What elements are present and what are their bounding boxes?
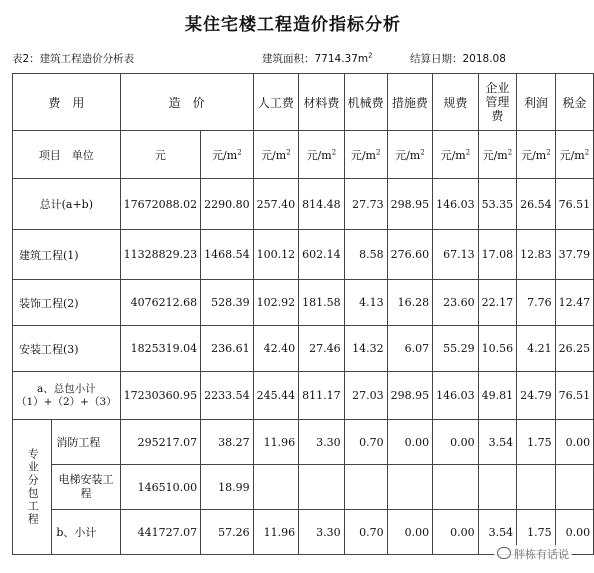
row-label: 安装工程(3) [13,326,121,372]
settlement-date: 结算日期：2018.08 [410,53,506,65]
cell-mgmt: 3.54 [478,420,517,465]
cell-tax: 0.00 [555,420,594,465]
cell-total: 17230360.95 [120,372,200,420]
cell-material: 3.30 [299,510,345,555]
header-material: 材料费 [299,74,345,131]
page-title: 某住宅楼工程造价指标分析 [185,15,401,35]
row-label: 消防工程 [52,420,120,465]
row-label: 建筑工程(1) [13,230,121,280]
wechat-icon [497,547,511,559]
cell-total: 17672088.02 [120,179,200,230]
unit-per-m2-text: 元/m [482,148,508,162]
cell-tax: 0.00 [555,510,594,555]
cell-mgmt [478,465,517,510]
header-machine: 机械费 [344,74,387,131]
header-profit: 利润 [517,74,556,131]
cell-profit: 26.54 [517,179,556,230]
cell-mgmt: 17.08 [478,230,517,280]
header-regulation: 规费 [433,74,479,131]
row-label: 总计(a+b) [13,179,121,230]
cell-tax: 37.79 [555,230,594,280]
unit-per-m2-superscript: 2 [237,147,242,156]
table-row [13,372,594,420]
table-row [13,179,594,230]
unit-per-m2-text: 元/m [212,148,238,162]
row-label: b、小计 [52,510,120,555]
unit-per-m2 [253,131,299,179]
cell-profit: 24.79 [517,372,556,420]
cell-tax: 76.51 [555,372,594,420]
cell-per-m2: 38.27 [201,420,254,465]
unit-per-m2-text: 元/m [521,148,547,162]
cell-machine: 0.70 [344,420,387,465]
cell-measures: 298.95 [387,372,433,420]
header-cost: 造 价 [120,74,253,131]
cell-labor [253,465,299,510]
cell-labor: 100.12 [253,230,299,280]
cost-analysis-table [12,73,594,555]
row-label: 电梯安装工程 [52,465,120,510]
cell-profit: 7.76 [517,280,556,326]
cell-regulation: 0.00 [433,510,479,555]
unit-per-m2-superscript: 2 [507,147,513,156]
unit-per-m2-superscript: 2 [584,147,590,156]
cell-material: 3.30 [299,420,345,465]
unit-per-m2 [517,131,556,179]
unit-per-m2-text: 元/m [395,148,421,162]
cell-machine: 27.73 [344,179,387,230]
table-row [13,280,594,326]
cell-measures: 298.95 [387,179,433,230]
cell-measures: 16.28 [387,280,433,326]
unit-item: 项目 单位 [13,131,121,179]
cell-labor: 102.92 [253,280,299,326]
header-tax: 税金 [555,74,594,131]
cell-machine: 8.58 [344,230,387,280]
cell-total: 441727.07 [120,510,200,555]
cell-material: 27.46 [299,326,345,372]
cell-per-m2: 57.26 [201,510,254,555]
cell-mgmt: 22.17 [478,280,517,326]
cell-labor: 245.44 [253,372,299,420]
cell-tax [555,465,594,510]
cell-labor: 257.40 [253,179,299,230]
unit-per-m2-text: 元/m [306,148,332,162]
unit-row [13,131,594,179]
subcontract-group-label [13,420,52,555]
watermark [494,545,572,563]
cell-total: 146510.00 [120,465,200,510]
cell-per-m2: 18.99 [201,465,254,510]
unit-per-m2 [433,131,479,179]
cell-material: 814.48 [299,179,345,230]
building-area-value: 建筑面积：7714.37m [262,53,369,65]
area-unit-superscript: 2 [368,51,373,60]
cell-total: 11328829.23 [120,230,200,280]
cell-machine: 0.70 [344,510,387,555]
header-row [13,74,594,131]
cell-regulation: 23.60 [433,280,479,326]
unit-per-m2-superscript: 2 [420,147,425,156]
row-label: a、总包小计（1）+（2）+（3） [13,372,121,420]
cell-regulation [433,465,479,510]
cell-machine [344,465,387,510]
cell-total: 295217.07 [120,420,200,465]
unit-per-m2-superscript: 2 [331,147,337,156]
cell-material: 181.58 [299,280,345,326]
cell-per-m2: 2290.80 [201,179,254,230]
cell-measures: 0.00 [387,420,433,465]
cell-per-m2: 1468.54 [201,230,254,280]
cell-regulation: 146.03 [433,372,479,420]
cell-tax: 12.47 [555,280,594,326]
unit-per-m2 [555,131,594,179]
cell-regulation: 55.29 [433,326,479,372]
watermark-text: 胖栋有话说 [514,548,569,561]
cell-total: 4076212.68 [120,280,200,326]
unit-per-m2-text: 元/m [440,148,466,162]
cell-machine: 14.32 [344,326,387,372]
cell-measures: 6.07 [387,326,433,372]
unit-yuan: 元 [120,131,200,179]
cell-machine: 27.03 [344,372,387,420]
building-area [262,51,373,66]
unit-per-m2-superscript: 2 [465,147,471,156]
cell-material: 811.17 [299,372,345,420]
cell-measures [387,465,433,510]
unit-per-m2 [387,131,433,179]
header-mgmt: 企业管理费 [478,74,517,131]
cell-machine: 4.13 [344,280,387,326]
unit-per-m2-text: 元/m [350,148,376,162]
cell-labor: 11.96 [253,420,299,465]
header-fee: 费 用 [13,74,121,131]
unit-per-m2 [299,131,345,179]
cell-total: 1825319.04 [120,326,200,372]
table-row [13,230,594,280]
table-row [13,326,594,372]
cell-measures: 276.60 [387,230,433,280]
unit-per-m2-superscript: 2 [546,147,551,156]
table-row [13,465,594,510]
unit-per-m2 [344,131,387,179]
unit-per-m2-text: 元/m [559,148,585,162]
table-row [13,420,594,465]
table-label: 表2：建筑工程造价分析表 [12,53,135,65]
cell-mgmt: 49.81 [478,372,517,420]
cell-mgmt: 10.56 [478,326,517,372]
cell-mgmt: 53.35 [478,179,517,230]
subcontract-group-text: 专业分包工程 [26,448,40,526]
cell-profit [517,465,556,510]
row-label: 装饰工程(2) [13,280,121,326]
header-labor: 人工费 [253,74,299,131]
unit-per-m2-text: 元/m [261,148,287,162]
unit-per-m2 [478,131,517,179]
cell-per-m2: 528.39 [201,280,254,326]
cell-regulation: 0.00 [433,420,479,465]
cell-mgmt: 3.54 [478,510,517,555]
unit-per-m2 [201,131,254,179]
cell-profit: 12.83 [517,230,556,280]
cell-per-m2: 236.61 [201,326,254,372]
unit-per-m2-superscript: 2 [375,147,381,156]
cell-material: 602.14 [299,230,345,280]
cell-profit: 1.75 [517,510,556,555]
cell-material [299,465,345,510]
header-measures: 措施费 [387,74,433,131]
cell-tax: 76.51 [555,179,594,230]
unit-per-m2-superscript: 2 [286,147,291,156]
cell-profit: 4.21 [517,326,556,372]
cell-per-m2: 2233.54 [201,372,254,420]
cell-regulation: 146.03 [433,179,479,230]
cell-tax: 26.25 [555,326,594,372]
cell-regulation: 67.13 [433,230,479,280]
cell-profit: 1.75 [517,420,556,465]
cell-measures: 0.00 [387,510,433,555]
cell-labor: 11.96 [253,510,299,555]
cell-labor: 42.40 [253,326,299,372]
